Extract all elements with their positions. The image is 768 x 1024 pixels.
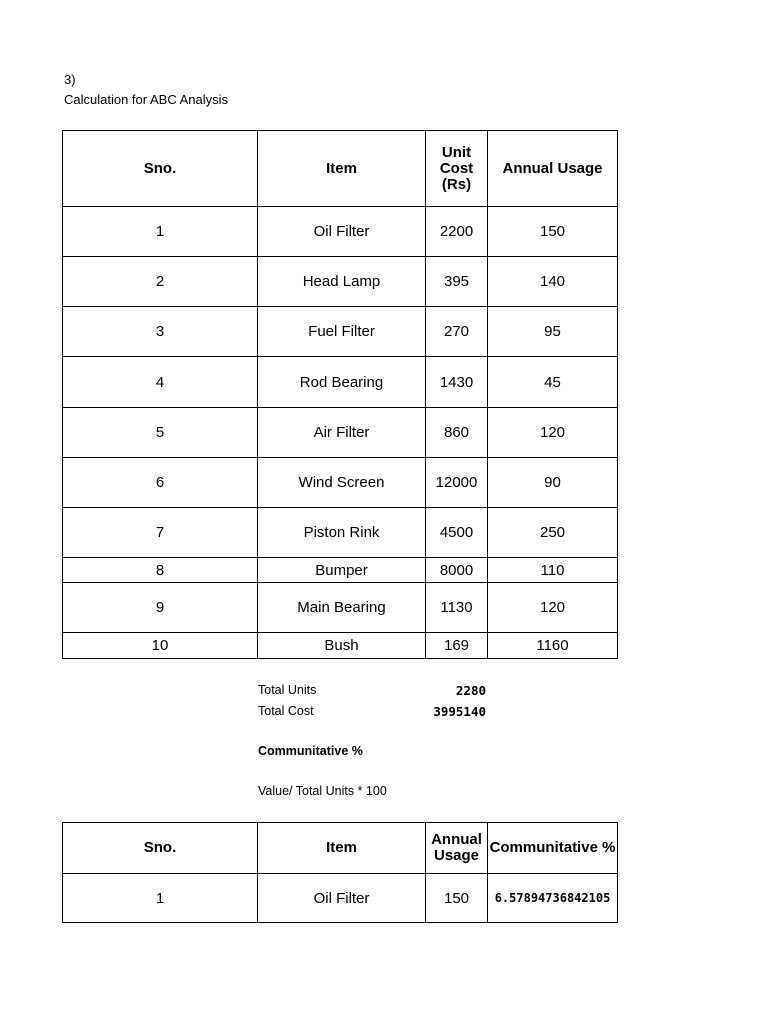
cell-sno: 1 [63, 207, 258, 257]
cell-sno: 10 [63, 633, 258, 659]
header-annual-usage-line2: Usage [433, 847, 480, 864]
cell-sno: 2 [63, 257, 258, 307]
header-item: Item [258, 823, 426, 874]
header-item: Item [258, 131, 426, 207]
cell-cost: 169 [426, 633, 488, 659]
cell-usage: 140 [488, 257, 618, 307]
cell-usage: 1160 [488, 633, 618, 659]
cell-item: Oil Filter [258, 874, 426, 923]
cell-sno: 3 [63, 307, 258, 357]
cell-cost: 860 [426, 408, 488, 458]
cell-item: Air Filter [258, 408, 426, 458]
cell-item: Bush [258, 633, 426, 659]
page-title: Calculation for ABC Analysis [64, 92, 229, 107]
cell-usage: 250 [488, 508, 618, 558]
cell-item: Oil Filter [258, 207, 426, 257]
cumulative-formula: Value/ Total Units * 100 [258, 784, 387, 798]
header-annual-usage: Annual Usage [488, 131, 618, 207]
cell-usage: 150 [426, 874, 488, 923]
cell-usage: 120 [488, 583, 618, 633]
cell-item: Head Lamp [258, 257, 426, 307]
header-annual-usage-line1: Annual [431, 831, 482, 848]
header-annual-usage [426, 823, 488, 874]
cell-sno: 6 [63, 458, 258, 508]
cell-usage: 45 [488, 357, 618, 408]
cell-cost: 395 [426, 257, 488, 307]
total-units-label: Total Units [258, 683, 317, 697]
cell-item: Rod Bearing [258, 357, 426, 408]
cumulative-table [62, 822, 618, 923]
cell-item: Wind Screen [258, 458, 426, 508]
table-row [63, 458, 618, 508]
cell-usage: 95 [488, 307, 618, 357]
cell-cost: 1130 [426, 583, 488, 633]
table-row [63, 257, 618, 307]
table-row [63, 633, 618, 659]
cell-cost: 4500 [426, 508, 488, 558]
total-units-value: 2280 [455, 683, 486, 698]
cell-sno: 8 [63, 558, 258, 583]
cell-cost: 1430 [426, 357, 488, 408]
abc-items-table [62, 130, 618, 659]
table-header-row [63, 131, 618, 207]
table-row [63, 207, 618, 257]
total-cost-value: 3995140 [433, 704, 486, 719]
cell-usage: 150 [488, 207, 618, 257]
cell-cost: 2200 [426, 207, 488, 257]
cell-sno: 7 [63, 508, 258, 558]
question-number: 3) [64, 72, 76, 87]
header-cumulative: Communitative % [488, 823, 618, 874]
header-unit-cost-line2: Cost (Rs) [439, 159, 474, 193]
cell-cost: 270 [426, 307, 488, 357]
table-header-row [63, 823, 618, 874]
cell-item: Bumper [258, 558, 426, 583]
header-unit-cost [426, 131, 488, 207]
header-unit-cost-line1: Unit [441, 143, 472, 161]
table-row [63, 558, 618, 583]
cell-sno: 9 [63, 583, 258, 633]
cell-sno: 5 [63, 408, 258, 458]
table-row [63, 583, 618, 633]
cell-usage: 110 [488, 558, 618, 583]
header-sno: Sno. [63, 131, 258, 207]
cell-cost: 12000 [426, 458, 488, 508]
cell-cost: 8000 [426, 558, 488, 583]
table-row [63, 307, 618, 357]
table-row [63, 357, 618, 408]
header-sno: Sno. [63, 823, 258, 874]
table-row [63, 508, 618, 558]
total-cost-label: Total Cost [258, 704, 314, 718]
cumulative-label: Communitative % [258, 744, 363, 758]
cell-cumulative: 6.57894736842105 [488, 874, 618, 923]
cell-item: Main Bearing [258, 583, 426, 633]
table-row [63, 874, 618, 923]
table-row [63, 408, 618, 458]
cell-usage: 120 [488, 408, 618, 458]
cell-usage: 90 [488, 458, 618, 508]
cell-sno: 4 [63, 357, 258, 408]
cell-sno: 1 [63, 874, 258, 923]
cell-item: Fuel Filter [258, 307, 426, 357]
cell-item: Piston Rink [258, 508, 426, 558]
